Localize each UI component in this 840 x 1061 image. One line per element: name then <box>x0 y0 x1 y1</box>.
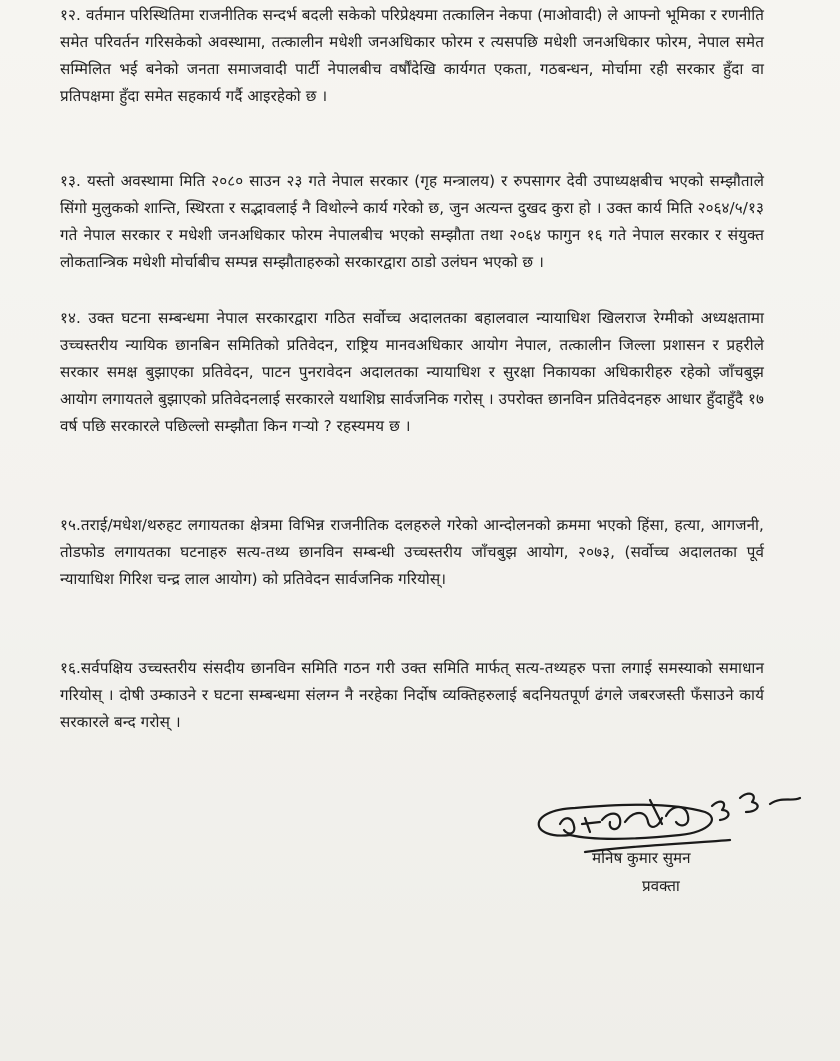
paragraph-14: १४. उक्त घटना सम्बन्धमा नेपाल सरकारद्वारा गठित सर्वोच्च अदालतका बहालवाल न्यायाधिश खिलराज रेग्मीको अध्यक्षतामा उच्चस्तरीय न्यायिक छानबिन समितिको प्रतिवेदन, राष्ट्रिय मानवअधिकार आयोग नेपाल, तत्कालीन जिल्ला प्रशासन र प्रहरीले सरकार समक्ष बुझाएका प्रतिवेदन, पाटन पुनरावेदन अदालतका न्यायाधिश र सुरक्षा निकायका अधिकारीहरु रहेको जाँचबुझ आयोग लगायतले बुझाएको प्रतिवेदनलाई सरकारले यथाशिघ्र सार्वजनिक गरोस् । उपरोक्त छानविन प्रतिवेदनहरु आधार हुँदाहुँदै १७ वर्ष पछि सरकारले पछिल्लो सम्झौता किन गर्‍यो ? रहस्यमय छ । <box>60 309 764 435</box>
paragraph-15: १५.तराई/मधेश/थरुहट लगायतका क्षेत्रमा विभिन्न राजनीतिक दलहरुले गरेको आन्दोलनको क्रममा भएको हिंसा, हत्या, आगजनी, तोडफोड लगायतका घटनाहरु सत्य-तथ्य छानविन सम्बन्धी उच्चस्तरीय जाँचबुझ आयोग, २०७३, (सर्वोच्च अदालतका पूर्व न्यायाधिश गिरिश चन्द्र लाल आयोग) को प्रतिवेदन सार्वजनिक गरियोस्। <box>60 516 764 588</box>
paragraph-13: १३. यस्तो अवस्थामा मिति २०८० साउन २३ गते नेपाल सरकार (गृह मन्त्रालय) र रुपसागर देवी उपाध्यक्षबीच भएको सम्झौताले सिंगो मुलुकको शान्ति, स्थिरता र सद्भावलाई नै विथोल्ने कार्य गरेको छ, जुन अत्यन्त दुखद कुरा हो । उक्त कार्य मिति २०६४/५/१३ गते नेपाल सरकार र मधेशी जनअधिकार फोरम नेपालबीच भएको सम्झौता तथा २०६४ फागुन १६ गते नेपाल सरकार र संयुक्त लोकतान्त्रिक मधेशी मोर्चाबीच सम्पन्न सम्झौताहरुको सरकारद्वारा ठाडो उलंघन भएको छ । <box>60 172 764 271</box>
signatory-title: प्रवक्ता <box>642 877 680 895</box>
signatory-name: मनिष कुमार सुमन <box>592 849 691 867</box>
signature-block <box>530 780 810 920</box>
paragraph-16: १६.सर्वपक्षिय उच्चस्तरीय संसदीय छानविन समिति गठन गरी उक्त समिति मार्फत् सत्य-तथ्यहरु पत्ता लगाई समस्याको समाधान गरियोस् । दोषी उम्काउने र घटना सम्बन्धमा संलग्न नै नरहेका निर्दोष व्यक्तिहरुलाई बदनियतपूर्ण ढंगले जबरजस्ती फँसाउने कार्य सरकारले बन्द गरोस् । <box>60 659 764 731</box>
paragraph-12: १२. वर्तमान परिस्थितिमा राजनीतिक सन्दर्भ बदली सकेको परिप्रेक्ष्यमा तत्कालिन नेकपा (माओवादी) ले आफ्नो भूमिका र रणनीति समेत परिवर्तन गरिसकेको अवस्थामा, तत्कालीन मधेशी जनअधिकार फोरम र त्यसपछि मधेशी जनअधिकार फोरम, नेपाल समेत सम्मिलित भई बनेको जनता समाजवादी पार्टी नेपालबीच वर्षौंदेखि कार्यगत एकता, गठबन्धन, मोर्चामा रही सरकार हुँदा वा प्रतिपक्षमा हुँदा समेत सहकार्य गर्दै आइरहेको छ । <box>60 6 764 105</box>
